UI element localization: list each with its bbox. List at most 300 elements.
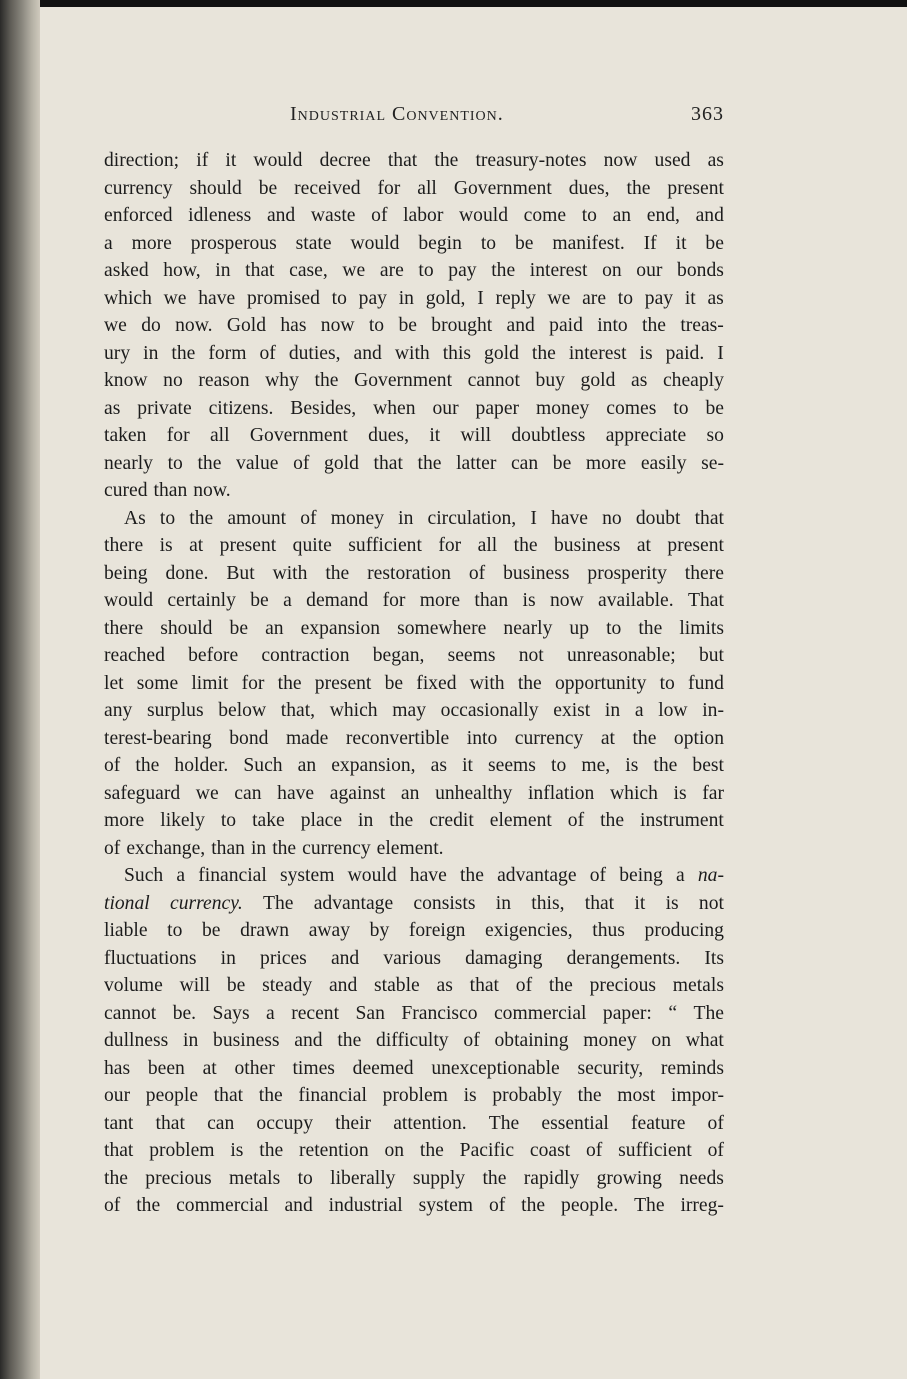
word: if [196,150,209,171]
word: the [337,1030,362,1051]
word: me, [581,755,611,776]
word: drawn [240,920,290,941]
word: on [651,1030,671,1051]
word: cannot [467,370,520,391]
word: as [436,975,453,996]
word: have [277,782,315,804]
word: supply [412,1167,466,1189]
word: system [418,1195,474,1216]
word: brought [431,315,493,336]
word: there [104,535,144,556]
word: that [245,260,275,281]
word: in [220,947,236,969]
word: at [600,727,615,749]
word: the [434,150,459,171]
word [104,890,150,918]
word: is [639,342,653,364]
word: San [355,1002,385,1024]
word: to [659,672,675,694]
word: on [602,260,622,281]
word: the [531,342,556,364]
word: be [258,177,278,199]
word: of [589,865,607,886]
word: seems [447,645,496,666]
text-line [104,1110,724,1138]
word: cannot [104,1002,157,1024]
word: to [167,920,183,941]
word: of [104,1195,121,1216]
word: an [400,782,420,804]
word: I [477,287,484,309]
word: Government [453,177,552,199]
word: gold, [425,287,466,309]
text-line [104,615,724,643]
word: Gold [226,315,266,336]
word: to [368,315,385,336]
text-line [104,285,724,313]
word: unexceptionable [431,1057,560,1079]
word: cheaply [662,370,724,391]
word: foreign [408,920,466,941]
word: the [653,755,678,776]
word: the [517,672,542,694]
word: commercial [176,1195,269,1216]
word: If [643,232,657,254]
word: times [292,1057,335,1079]
word: other [234,1057,275,1079]
word: to [418,260,434,281]
word: done. [165,562,209,584]
word: on [384,1140,405,1161]
word: business [554,535,621,556]
word: labor [403,205,444,226]
word: security, [577,1057,644,1079]
word: in [250,837,267,859]
word: before [188,645,239,666]
word: treas- [680,315,724,336]
word: impor- [671,1085,724,1106]
word: with [394,342,430,364]
word: know [104,370,148,391]
word: The [263,892,294,914]
word: stable [374,975,420,996]
word: As [124,507,146,529]
word: cured [104,480,148,501]
word: difficulty [376,1030,449,1051]
word: reason [198,370,250,391]
word: would [350,232,400,254]
word: essential [541,1112,609,1134]
text-line [104,917,724,945]
word: when [373,397,416,419]
word: tant [104,1112,134,1134]
word: place [300,810,343,831]
word: against [329,782,386,804]
word: money [330,507,385,529]
word: more [585,452,627,474]
text-line [104,587,724,615]
word: interest [568,342,627,364]
word: somewhere [397,617,487,639]
text-line [104,835,724,863]
word: unhealthy [435,782,513,804]
word: as [430,755,447,776]
word: But [226,562,255,584]
word: decree [319,150,371,171]
word: of [488,1195,506,1216]
word: away [308,920,351,941]
word: our [104,1085,131,1106]
word: certainly [167,590,236,611]
word: doubtless [511,425,586,446]
word: consists [413,892,476,914]
word: the [600,810,625,831]
word: of [104,755,121,776]
word: for [382,590,406,611]
word: credit [429,810,474,831]
word: holder. [174,755,229,776]
running-title: Industrial Convention. [290,103,504,125]
word: paper [475,397,520,419]
word: ury [104,342,131,364]
word: but [698,645,724,666]
word: waste [310,205,356,226]
word: contraction [261,645,350,666]
word: problem [382,1085,448,1106]
text-line [104,450,724,478]
word: be [552,452,572,474]
word: that [155,1112,185,1134]
word: is [625,755,639,776]
word: we [104,315,127,336]
word: have [409,865,447,886]
text-line [104,147,724,175]
word: be [229,617,249,639]
word: now [603,150,638,171]
word: occupy [256,1112,313,1134]
word: the [642,315,666,336]
word: option [673,727,724,749]
word: may [392,700,426,721]
text-line [104,780,724,808]
word: as [707,150,724,171]
word: sufficient [348,535,422,556]
word: any [104,700,133,721]
italic-word: na- [697,865,724,886]
text-line [104,422,724,450]
word: the [258,1085,283,1106]
word: used [654,150,691,171]
text-line [104,257,724,285]
italic-word: tional [104,892,150,914]
word: Pacific [459,1140,515,1161]
word: which [610,782,658,804]
word: and [695,205,724,226]
italic-word: currency. [170,892,243,914]
word: interest [529,260,588,281]
word: the [626,177,651,199]
word: some [136,672,179,694]
word: be. [172,1002,197,1024]
word: now. [193,480,231,501]
word: Government [249,425,348,446]
word: that [584,892,615,914]
word: coast [529,1140,571,1161]
text-line [104,505,724,533]
word: rapidly [523,1167,580,1189]
word: being [104,562,148,584]
word: as [707,287,724,309]
word: pay [358,287,387,309]
word: would [253,150,303,171]
word: of [586,1140,603,1161]
word: occasionally [440,700,539,721]
word: we [547,287,571,309]
word: restoration [367,562,451,584]
word: feature [631,1112,686,1134]
word: Such [243,755,283,776]
word: for [377,177,401,199]
word: latter [456,452,497,474]
word: se- [701,452,724,474]
word: an [297,755,317,776]
word: Francisco [401,1002,478,1024]
word: with [272,562,308,584]
scan-binding-edge [0,0,40,1379]
word: that [469,975,500,996]
word: paper: [602,1002,652,1024]
word: by [369,920,390,941]
word: element. [376,837,444,859]
word: to [159,507,176,529]
word: dullness [104,1030,169,1051]
word [170,890,243,918]
word: asked [104,260,149,281]
word: up [569,617,590,639]
word: to [331,287,347,309]
word: let [104,672,124,694]
word: that [373,452,403,474]
word: the [577,1085,602,1106]
word [698,862,724,890]
word: business [213,1030,280,1051]
word: fund [688,672,724,694]
word: our [636,260,663,281]
word: the [259,1140,284,1161]
word: is [159,535,173,556]
word: treasury-notes [475,150,587,171]
word: is [665,892,679,914]
word: into [466,727,498,749]
word: I [717,342,724,364]
word: business [503,562,570,584]
text-line [104,1165,724,1193]
word: of [515,975,533,996]
word: Government [354,370,453,391]
word: state [295,232,332,254]
word: would [459,205,508,226]
word: no [602,507,622,529]
word: we [163,287,187,309]
text-line [104,642,724,670]
word: Besides, [290,397,357,419]
word: of [293,452,310,474]
word: this, [531,892,565,914]
word: in [358,810,374,831]
word: amount [227,507,287,529]
word: duties, [288,342,341,364]
word: be [514,232,534,254]
word: derangements. [566,947,681,969]
word: present [667,177,724,199]
text-line [104,340,724,368]
word: be [226,975,246,996]
word: it [684,287,696,309]
word: the [632,727,657,749]
word: it [634,892,646,914]
word: in [143,342,159,364]
word: present [667,535,724,556]
word: the [104,1167,128,1189]
word: the [272,837,297,859]
text-line [104,312,724,340]
word: The [634,1195,665,1216]
word: be [202,920,221,941]
word: currency [514,727,584,749]
word: reminds [660,1057,724,1079]
word: to [581,205,597,226]
word: our [432,397,459,419]
word: problem [149,1140,215,1161]
word: money [536,397,590,419]
word: the [417,452,442,474]
word: for [166,425,190,446]
word: the [638,617,663,639]
word: money [583,1030,637,1051]
word: to [551,755,567,776]
word: the [521,1195,546,1216]
word: are [379,260,404,281]
word: gold [580,370,616,391]
word: bonds [677,260,724,281]
word: in [183,1030,199,1051]
word: Says [212,1002,250,1024]
word: buy [535,370,565,391]
word: has [280,315,307,336]
word: I [530,507,537,529]
word: steady [262,975,313,996]
word: recent [291,1002,340,1024]
word: precious [589,975,657,996]
word: and [330,947,360,969]
word: metals [229,1167,281,1189]
word: prosperity [587,562,667,584]
word: quite [292,535,332,556]
text-line [104,367,724,395]
word: a [176,865,186,886]
text-line [104,862,724,890]
word: so [706,425,724,446]
word: far [702,782,724,804]
text-line [104,532,724,560]
word: all [209,425,230,446]
word: reply [495,287,536,309]
word: low [658,700,688,721]
word: fluctuations [104,947,197,969]
word: and [328,975,358,996]
word: financial [298,1085,367,1106]
word: and [506,315,535,336]
word: not [518,645,544,666]
word: it [429,425,441,446]
word: the [513,535,538,556]
word: would [347,865,397,886]
text-line [104,725,724,753]
word: paid [549,315,583,336]
word: now [320,315,355,336]
word: present [314,672,372,694]
word: begin [418,232,462,254]
word: deemed [352,1057,414,1079]
word: a [675,865,685,886]
word: thus [592,920,625,941]
word: most [617,1085,656,1106]
word: of [707,1112,724,1134]
word: comes [606,397,657,419]
word: at [636,535,651,556]
word: can [510,452,539,474]
word: damaging [465,947,543,969]
word: citizens. [208,397,274,419]
word: people. [561,1195,619,1216]
word: which [329,700,378,721]
word: safeguard [104,782,181,804]
word: and [294,1030,323,1051]
word: why [265,370,299,391]
word: the [135,755,160,776]
word: to [167,452,183,474]
word: and [284,1195,313,1216]
word: present [219,535,277,556]
word: than [474,590,509,611]
word: available. [598,590,674,611]
word: it [462,755,473,776]
word: be [705,232,724,254]
word: exigencies, [485,920,573,941]
word: a [634,700,644,721]
word: the [419,1140,444,1161]
word: have [198,287,236,309]
text-line [104,1055,724,1083]
word: easily [640,452,687,474]
word: attention. [393,1112,467,1134]
word: would [104,590,153,611]
word: of [259,342,276,364]
word: not [698,892,724,914]
word: people [145,1085,199,1106]
word: direction; [104,150,180,171]
word: seems [488,755,536,776]
word: of [463,1030,480,1051]
text-line [104,175,724,203]
word: to [297,1167,313,1189]
word: below [218,700,267,721]
word: industrial [328,1195,403,1216]
word: the [136,1195,161,1216]
word: the [459,865,484,886]
word: that [694,507,724,529]
word: the [548,975,573,996]
